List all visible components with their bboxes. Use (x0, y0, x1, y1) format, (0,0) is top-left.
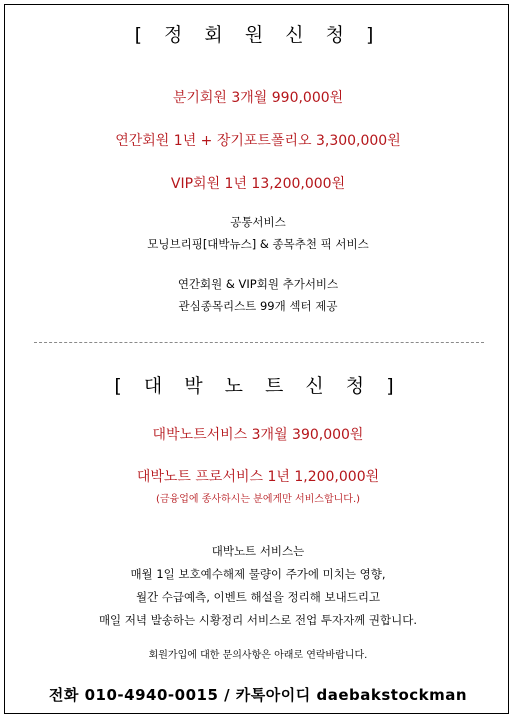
page-border (4, 4, 509, 714)
common-service-title: 공통서비스 (230, 215, 286, 229)
note-desc-line-3: 매일 저녁 발송하는 시황정리 서비스로 전업 투자자께 권합니다. (98, 613, 418, 627)
note-desc-title: 대박노트 서비스는 (211, 544, 305, 558)
note-desc-line-1: 매월 1일 보호예수해제 물량이 주가에 미치는 영향, (130, 567, 386, 581)
regular-membership-heading: [ 정 회 원 신 청 ] (134, 24, 382, 46)
extra-service-desc: 관심종목리스트 99개 섹터 제공 (178, 299, 338, 313)
note-desc-line-2: 월간 수급예측, 이벤트 해설을 정리해 보내드리고 (135, 590, 381, 604)
contact-info: 전화 010-4940-0015 / 카톡아이디 daebakstockman (48, 686, 468, 704)
inquiry-text: 회원가입에 대한 문의사항은 아래로 연락바랍니다. (148, 650, 368, 661)
note-plan-3month: 대박노트서비스 3개월 390,000원 (152, 427, 364, 443)
extra-service-title: 연간회원 & VIP회원 추가서비스 (177, 277, 339, 291)
section-divider (34, 342, 484, 343)
note-heading: [ 대 박 노 트 신 청 ] (114, 375, 402, 397)
plan-quarterly: 분기회원 3개월 990,000원 (172, 90, 344, 106)
pro-notice: (금융업에 종사하시는 분에게만 서비스합니다.) (155, 494, 361, 505)
plan-vip: VIP회원 1년 13,200,000원 (170, 176, 346, 192)
common-service-desc: 모닝브리핑[대박뉴스] & 종목추천 픽 서비스 (147, 237, 369, 251)
plan-annual: 연간회원 1년 + 장기포트폴리오 3,300,000원 (115, 133, 401, 149)
note-plan-pro: 대박노트 프로서비스 1년 1,200,000원 (136, 469, 380, 485)
